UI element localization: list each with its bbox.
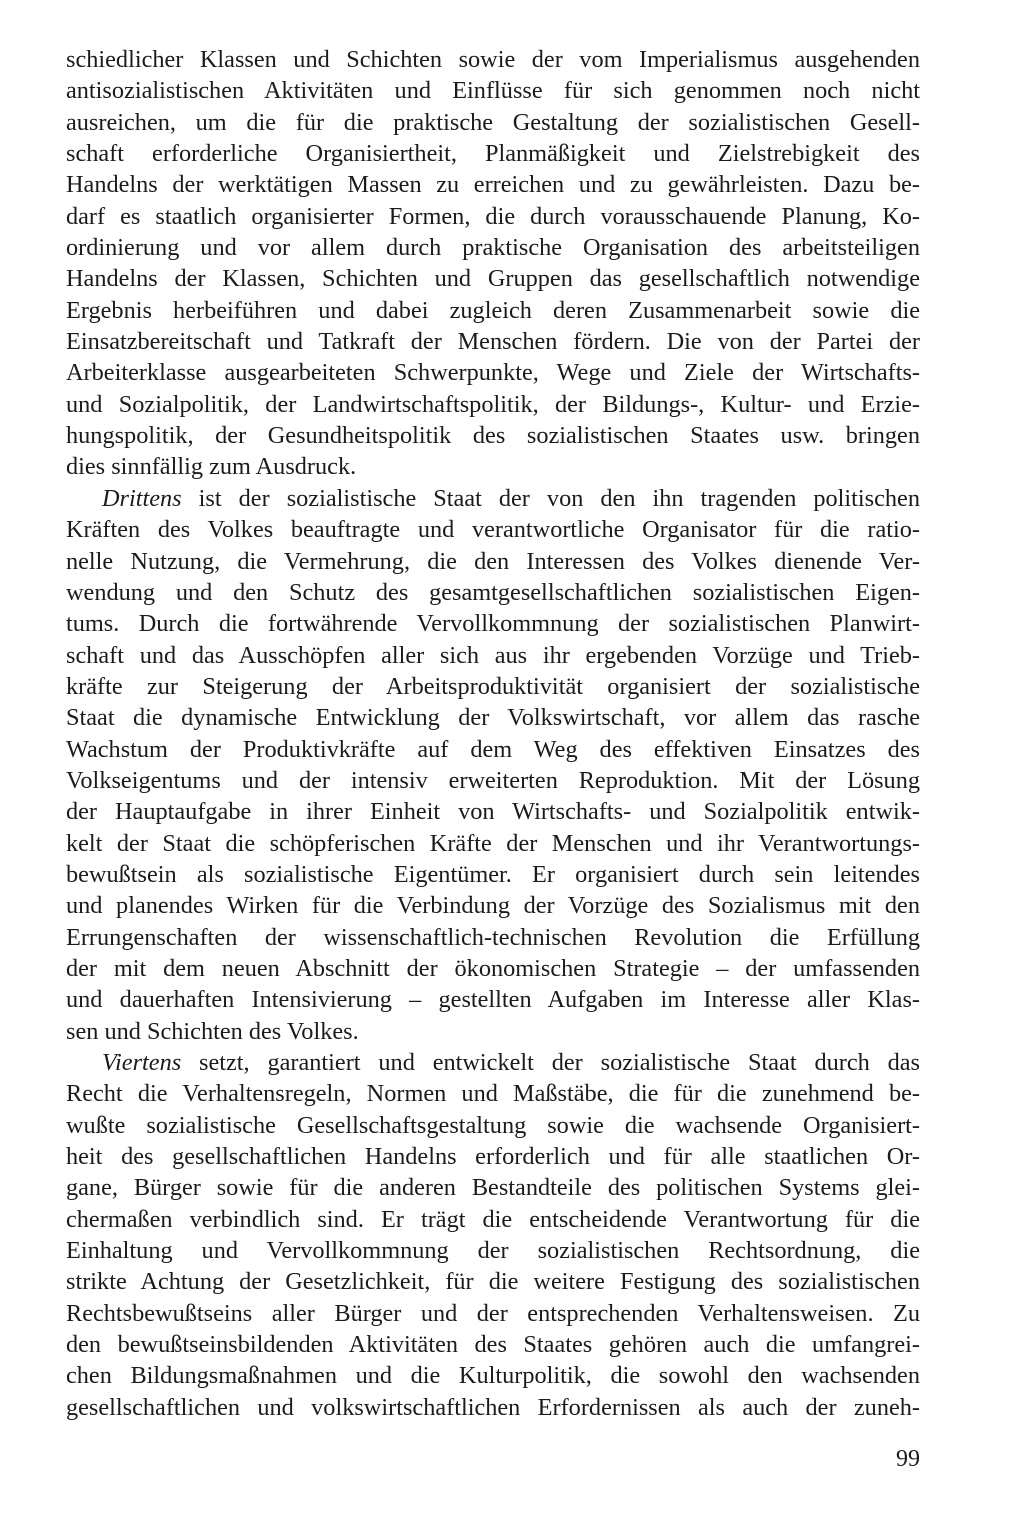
- text-line: darf es staatlich organisierter Formen, die durch vorausschauende Planung, Ko-: [66, 202, 920, 230]
- text-line: der Hauptaufgabe in ihrer Einheit von Wirtschafts- und Sozialpolitik entwik-: [66, 798, 920, 826]
- text-line: sen und Schichten des Volkes.: [66, 1017, 359, 1045]
- text-line: Rechtsbewußtseins aller Bürger und der entsprechenden Verhaltensweisen. Zu: [66, 1299, 920, 1327]
- text-line: [66, 1047, 920, 1078]
- text-line: ordinierung und vor allem durch praktische Organisation des arbeitsteiligen: [66, 234, 920, 262]
- text-line: Handelns der Klassen, Schichten und Gruppen das gesellschaftlich notwendige: [66, 265, 920, 293]
- document-body: [66, 44, 920, 1423]
- text-line: heit des gesellschaftlichen Handelns erforderlich und für alle staatlichen Or-: [66, 1143, 920, 1171]
- text-line: Kräften des Volkes beauftragte und verantwortliche Organisator für die ratio-: [66, 516, 920, 544]
- page-number: 99: [896, 1446, 920, 1472]
- paragraph-3: [66, 1047, 920, 1423]
- text-line: Volkseigentums und der intensiv erweiterten Reproduktion. Mit der Lösung: [66, 766, 920, 794]
- text-line: Handelns der werktätigen Massen zu erreichen und zu gewährleisten. Dazu be-: [66, 171, 920, 199]
- paragraph-lead-viertens: Viertens: [102, 1049, 182, 1076]
- text-line: chen Bildungsmaßnahmen und die Kulturpolitik, die sowohl den wachsenden: [66, 1362, 920, 1390]
- text-line: chermaßen verbindlich sind. Er trägt die entscheidende Verantwortung für die: [66, 1205, 920, 1233]
- text-line: Einsatzbereitschaft und Tatkraft der Menschen fördern. Die von der Partei der: [66, 328, 920, 356]
- text-line: und planendes Wirken für die Verbindung der Vorzüge des Sozialismus mit den: [66, 892, 920, 920]
- text-line: dies sinnfällig zum Ausdruck.: [66, 453, 357, 481]
- text-line: Staat die dynamische Entwicklung der Volkswirtschaft, vor allem das rasche: [66, 704, 920, 732]
- text-line: gane, Bürger sowie für die anderen Bestandteile des politischen Systems glei-: [66, 1174, 920, 1202]
- text-line: Arbeiterklasse ausgearbeiteten Schwerpunkte, Wege und Ziele der Wirtschafts-: [66, 359, 920, 387]
- paragraph-1: [66, 44, 920, 483]
- text-line: und Sozialpolitik, der Landwirtschaftspolitik, der Bildungs-, Kultur- und Erzie-: [66, 390, 920, 418]
- text-line: Einhaltung und Vervollkommnung der sozialistischen Rechtsordnung, die: [66, 1237, 920, 1265]
- text-line: der mit dem neuen Abschnitt der ökonomischen Strategie – der umfassenden: [66, 954, 920, 982]
- text-line: wußte sozialistische Gesellschaftsgestaltung sowie die wachsende Organisiert-: [66, 1111, 920, 1139]
- text-line: wendung und den Schutz des gesamtgesellschaftlichen sozialistischen Eigen-: [66, 578, 920, 606]
- text-line: Wachstum der Produktivkräfte auf dem Weg des effektiven Einsatzes des: [66, 735, 920, 763]
- text-line: gesellschaftlichen und volkswirtschaftlichen Erfordernissen als auch der zuneh-: [66, 1393, 920, 1421]
- text-line: ausreichen, um die für die praktische Gestaltung der sozialistischen Gesell-: [66, 108, 920, 136]
- text-line: und dauerhaften Intensivierung – gestellten Aufgaben im Interesse aller Klas-: [66, 986, 920, 1014]
- text-line: kelt der Staat die schöpferischen Kräfte der Menschen und ihr Verantwortungs-: [66, 829, 920, 857]
- paragraph-lead-drittens: Drittens: [102, 484, 182, 512]
- text-line: schaft und das Ausschöpfen aller sich aus ihr ergebenden Vorzüge und Trieb-: [66, 641, 920, 669]
- text-line: Errungenschaften der wissenschaftlich-technischen Revolution die Erfüllung: [66, 923, 920, 951]
- text-line: strikte Achtung der Gesetzlichkeit, für die weitere Festigung des sozialistischen: [66, 1268, 920, 1296]
- text-line: den bewußtseinsbildenden Aktivitäten des Staates gehören auch die umfangrei-: [66, 1331, 920, 1359]
- paragraph-2: [66, 483, 920, 1047]
- text-line: hungspolitik, der Gesundheitspolitik des sozialistischen Staates usw. bringen: [66, 422, 920, 450]
- text-line: schiedlicher Klassen und Schichten sowie der vom Imperialismus ausgehenden: [66, 46, 920, 73]
- text-line: kräfte zur Steigerung der Arbeitsproduktivität organisiert der sozialistische: [66, 672, 920, 700]
- text-fragment: ist der sozialistische Staat der von den ihn tragenden politischen: [181, 484, 920, 512]
- text-line: Recht die Verhaltensregeln, Normen und Maßstäbe, die für die zunehmend be-: [66, 1080, 920, 1108]
- text-line: bewußtsein als sozialistische Eigentümer. Er organisiert durch sein leitendes: [66, 860, 920, 888]
- text-line: tums. Durch die fortwährende Vervollkommnung der sozialistischen Planwirt-: [66, 610, 920, 638]
- text-fragment: setzt, garantiert und entwickelt der sozialistische Staat durch das: [181, 1049, 920, 1076]
- text-line: [66, 483, 920, 514]
- text-line: schaft erforderliche Organisiertheit, Planmäßigkeit und Zielstrebigkeit des: [66, 140, 920, 168]
- text-line: Ergebnis herbeiführen und dabei zugleich deren Zusammenarbeit sowie die: [66, 296, 920, 324]
- text-line: nelle Nutzung, die Vermehrung, die den Interessen des Volkes dienende Ver-: [66, 547, 920, 575]
- text-line: antisozialistischen Aktivitäten und Einflüsse für sich genommen noch nicht: [66, 77, 920, 105]
